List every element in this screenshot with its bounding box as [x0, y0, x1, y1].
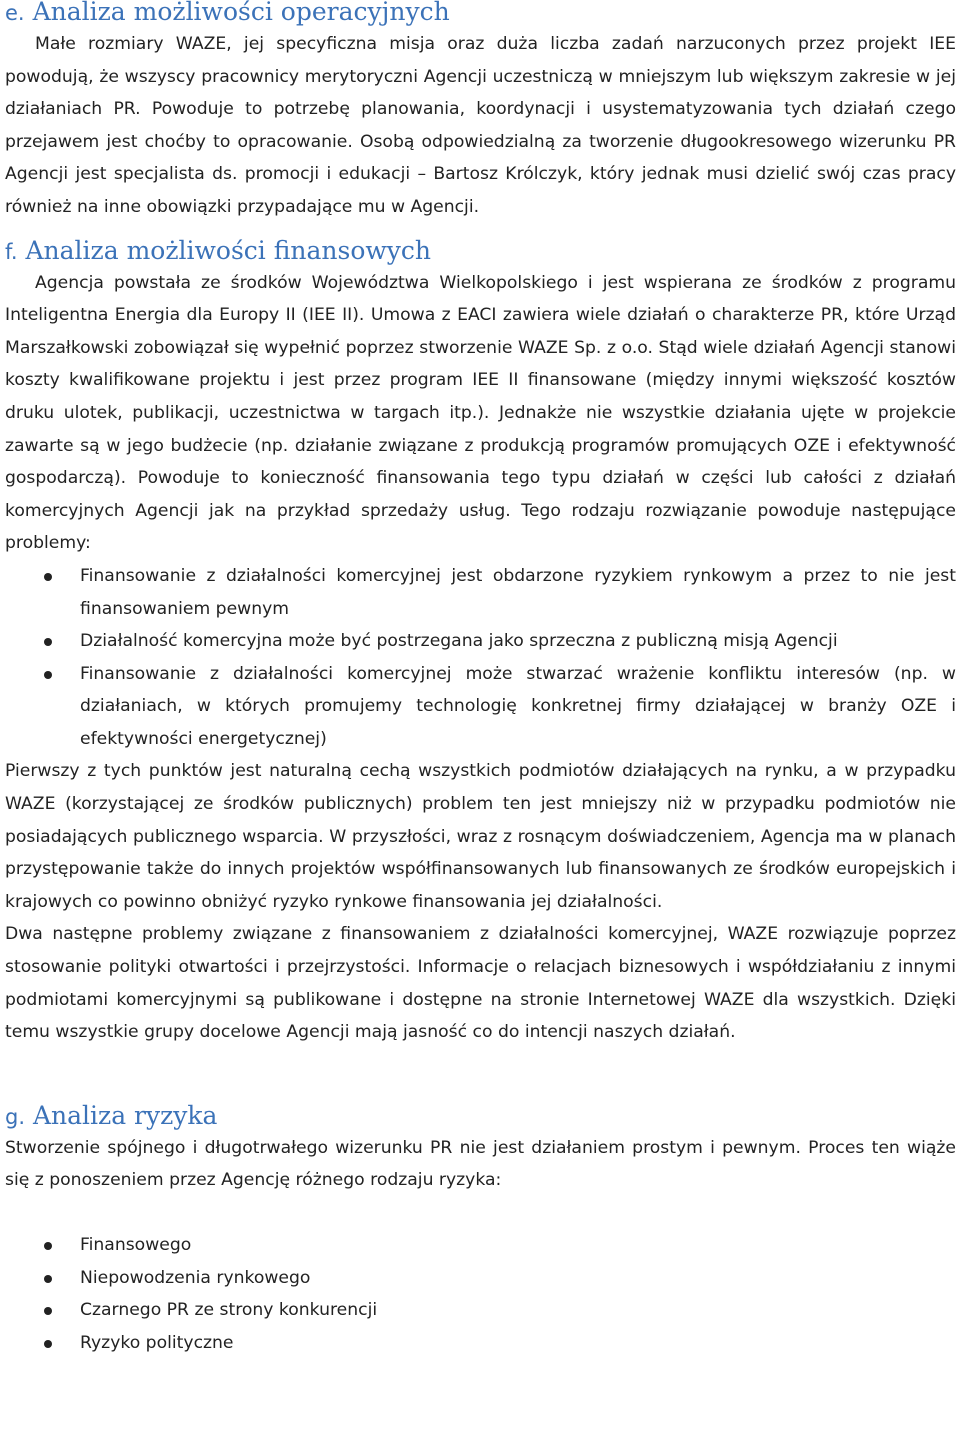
bullet-icon — [44, 573, 52, 581]
bullet-icon — [44, 1275, 52, 1283]
section-letter: e. — [5, 1, 25, 25]
paragraph-financial-first-point: Pierwszy z tych punktów jest naturalną cechą wszystkich podmiotów działających na rynku, a w przypadku WAZE (korzystającej ze środków publicznych) problem ten jest mniejszy niż w przypadku podmiotów nie posiadających publicznego wsparcia. W przyszłości, wraz z rosnącym doświadczeniem, Agencja ma w planach przystępowanie także do innych projektów współfinansowanych lub finansowanych ze środków europejskich i krajowych co powinno obniżyć ryzyko rynkowe finansowania jej działalności. — [5, 761, 956, 912]
list-item-text: Finansowanie z działalności komercyjnej jest obdarzone ryzykiem rynkowym a przez to nie jest finansowaniem pewnym — [80, 565, 956, 619]
list-item — [5, 560, 956, 625]
list-item-text: Finansowanie z działalności komercyjnej może stwarzać wrażenie konfliktu interesów (np. w działaniach, w których promujemy technologię konkretnej firmy działającej w branży OZE i efektywności energetycznej) — [80, 663, 956, 749]
list-item-text: Niepowodzenia rynkowego — [80, 1267, 311, 1288]
list-item-text: Ryzyko polityczne — [80, 1332, 234, 1353]
list-item — [5, 1327, 956, 1360]
paragraph-financial-intro: Agencja powstała ze środków Województwa Wielkopolskiego i jest wspierana ze środków z programu Inteligentna Energia dla Europy II (IEE II). Umowa z EACI zawiera wiele działań o charakterze PR, które Urząd Marszałkowski zobowiązał się wypełnić poprzez stworzenie WAZE Sp. z o.o. Stąd wiele działań Agencji stanowi koszty kwalifikowane projektu i jest przez program IEE II finansowane (między innymi większość kosztów druku ulotek, publikacji, uczestnictwa w targach itp.). Jednakże nie wszystkie działania ujęte w projekcie zawarte są w jego budżecie (np. działanie związane z produkcją programów promujących OZE i efektywność gospodarczą). Powoduje to konieczność finansowania tego typu działań w części lub całości z działań komercyjnych Agencji jak na przykład sprzedaży usług. Tego rodzaju rozwiązanie powoduje następujące problemy: — [5, 272, 956, 554]
document-page — [5, 0, 956, 1359]
list-item-text: Działalność komercyjna może być postrzegana jako sprzeczna z publiczną misją Agencji — [80, 631, 838, 652]
list-item — [5, 658, 956, 756]
paragraph-financial-transparency: Dwa następne problemy związane z finansowaniem z działalności komercyjnej, WAZE rozwiązuje poprzez stosowanie polityki otwartości i przejrzystości. Informacje o relacjach biznesowych i współdziałaniu z innymi podmiotami komercyjnymi są publikowane i dostępne na stronie Internetowej WAZE dla wszystkich. Dzięki temu wszystkie grupy docelowe Agencji mają jasność co do intencji naszych działań. — [5, 924, 956, 1043]
bullet-icon — [44, 671, 52, 679]
bullet-icon — [44, 1307, 52, 1315]
financial-problems-list — [5, 560, 956, 756]
section-letter: g. — [5, 1104, 26, 1129]
list-item — [5, 1294, 956, 1327]
list-item-text: Czarnego PR ze strony konkurencji — [80, 1300, 378, 1321]
list-item — [5, 1229, 956, 1262]
risk-types-list — [5, 1229, 956, 1359]
section-title: Analiza możliwości operacyjnych — [32, 0, 450, 26]
section-title: Analiza możliwości finansowych — [25, 235, 432, 265]
list-item — [5, 625, 956, 658]
paragraph-risk-intro: Stworzenie spójnego i długotrwałego wizerunku PR nie jest działaniem prostym i pewnym. Proces ten wiąże się z ponoszeniem przez Agencję różnego rodzaju ryzyka: — [5, 1137, 956, 1191]
section-heading-risk — [5, 1101, 956, 1132]
section-heading-financial — [5, 236, 956, 267]
bullet-icon — [44, 1242, 52, 1250]
bullet-icon — [44, 638, 52, 646]
section-letter: f. — [5, 239, 18, 264]
bullet-icon — [44, 1340, 52, 1348]
list-item — [5, 1262, 956, 1295]
list-item-text: Finansowego — [80, 1235, 192, 1255]
section-title: Analiza ryzyka — [32, 1100, 218, 1130]
section-heading-operational — [5, 0, 956, 28]
paragraph-operational: Małe rozmiary WAZE, jej specyficzna misja oraz duża liczba zadań narzuconych przez projekt IEE powodują, że wszyscy pracownicy merytoryczni Agencji uczestniczą w mniejszym lub większym zakresie w jej działaniach PR. Powoduje to potrzebę planowania, koordynacji i usystematyzowania tych działań czego przejawem jest choćby to opracowanie. Osobą odpowiedzialną za tworzenie długookresowego wizerunku PR Agencji jest specjalista ds. promocji i edukacji – Bartosz Królczyk, który jednak musi dzielić swój czas pracy również na inne obowiązki przypadające mu w Agencji. — [5, 34, 956, 217]
